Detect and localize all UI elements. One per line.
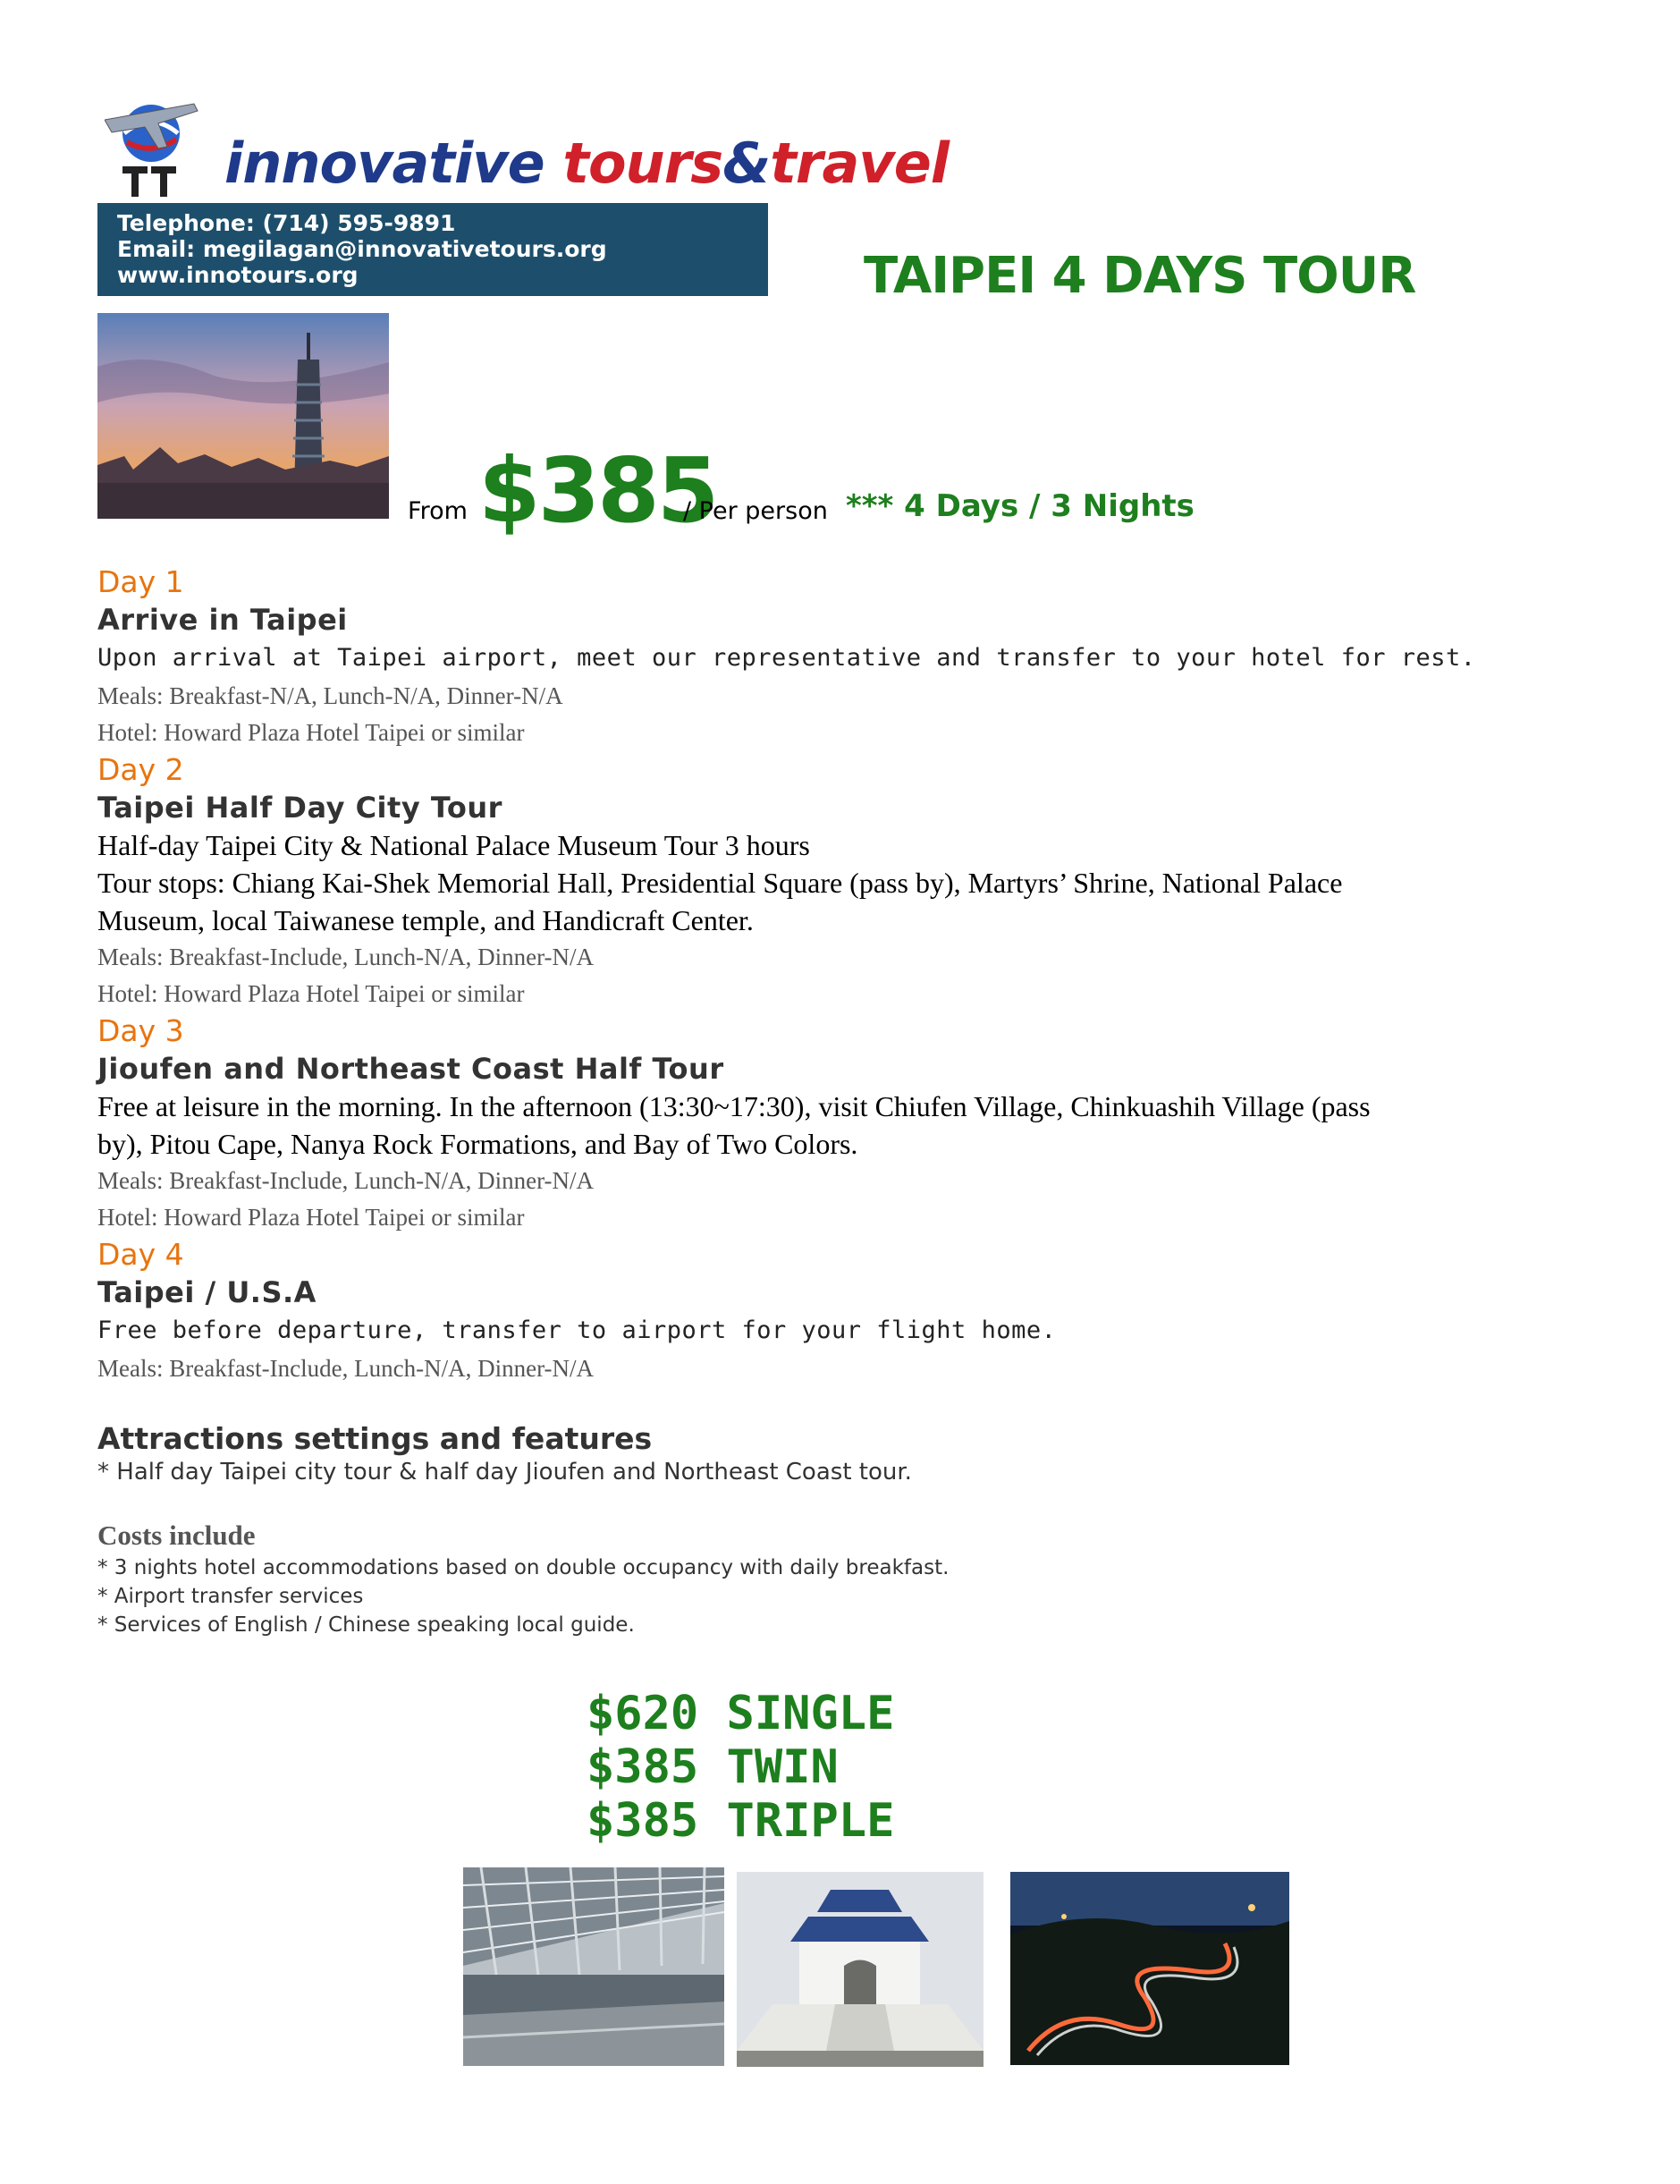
company-name-part2: tours bbox=[562, 131, 723, 196]
day-hotel: Hotel: Howard Plaza Hotel Taipei or similar bbox=[97, 719, 525, 746]
day-description: by), Pitou Cape, Nanya Rock Formations, and Bay of Two Colors. bbox=[97, 1128, 858, 1160]
day-description: Free before departure, transfer to airport for your flight home. bbox=[97, 1316, 1057, 1344]
day-3-section bbox=[97, 1012, 1582, 1236]
coastal-road-night-photo bbox=[1010, 1872, 1289, 2065]
day-hotel: Hotel: Howard Plaza Hotel Taipei or similar bbox=[97, 1204, 525, 1231]
price-from-label: From bbox=[408, 497, 468, 525]
company-name bbox=[224, 131, 949, 196]
day-meals: Meals: Breakfast-Include, Lunch-N/A, Dinner-N/A bbox=[97, 1167, 595, 1194]
contact-box bbox=[97, 203, 768, 296]
price-per-person: / Per person bbox=[683, 497, 828, 525]
costs-item: * 3 nights hotel accommodations based on double occupancy with daily breakfast. bbox=[97, 1556, 950, 1579]
contact-telephone: Telephone: (714) 595-9891 bbox=[117, 210, 456, 236]
rate-twin: $385 TWIN bbox=[587, 1740, 839, 1794]
day-description: Upon arrival at Taipei airport, meet our representative and transfer to your hotel for rest. bbox=[97, 644, 1476, 672]
day-meals: Meals: Breakfast-N/A, Lunch-N/A, Dinner-N/A bbox=[97, 682, 563, 709]
day-meals: Meals: Breakfast-Include, Lunch-N/A, Dinner-N/A bbox=[97, 944, 595, 970]
rate-triple: $385 TRIPLE bbox=[587, 1794, 895, 1848]
day-4-section bbox=[97, 1236, 1582, 1387]
day-label: Day 3 bbox=[97, 1013, 184, 1048]
taipei-101-photo bbox=[97, 313, 389, 519]
itinerary bbox=[97, 563, 1582, 1639]
rates-list bbox=[587, 1687, 894, 1848]
day-hotel: Hotel: Howard Plaza Hotel Taipei or similar bbox=[97, 980, 525, 1007]
price-amount: $385 bbox=[478, 438, 717, 543]
contact-website: www.innotours.org bbox=[117, 262, 359, 288]
costs-item: * Services of English / Chinese speaking local guide. bbox=[97, 1613, 635, 1637]
tour-title: TAIPEI 4 DAYS TOUR bbox=[864, 247, 1416, 305]
day-title: Jioufen and Northeast Coast Half Tour bbox=[97, 1052, 724, 1086]
day-title: Taipei Half Day City Tour bbox=[97, 791, 502, 825]
contact-email: Email: megilagan@innovativetours.org bbox=[117, 236, 607, 262]
company-name-part1: innovative bbox=[224, 131, 563, 196]
company-logo bbox=[105, 93, 950, 200]
day-description: Free at leisure in the morning. In the afternoon (13:30~17:30), visit Chiufen Village, Chinkuashih Village (pass bbox=[97, 1090, 1371, 1122]
day-title: Taipei / U.S.A bbox=[97, 1275, 317, 1309]
day-description: Museum, local Taiwanese temple, and Handicraft Center. bbox=[97, 904, 754, 936]
costs-title: Costs include bbox=[97, 1519, 256, 1551]
day-meals: Meals: Breakfast-Include, Lunch-N/A, Dinner-N/A bbox=[97, 1355, 595, 1382]
attractions-item: * Half day Taipei city tour & half day Jioufen and Northeast Coast tour. bbox=[97, 1459, 912, 1486]
day-label: Day 2 bbox=[97, 752, 184, 787]
day-label: Day 4 bbox=[97, 1237, 184, 1272]
company-name-part3: & bbox=[722, 131, 771, 196]
day-label: Day 1 bbox=[97, 564, 184, 599]
rate-single: $620 SINGLE bbox=[587, 1687, 895, 1740]
day-description: Half-day Taipei City & National Palace Museum Tour 3 hours bbox=[97, 829, 810, 861]
memorial-hall-photo bbox=[737, 1872, 984, 2067]
day-2-section bbox=[97, 751, 1582, 1012]
airport-terminal-photo bbox=[463, 1867, 724, 2066]
company-name-part4: travel bbox=[770, 131, 950, 196]
airplane-globe-logo-icon bbox=[105, 93, 203, 200]
attractions-title: Attractions settings and features bbox=[97, 1421, 653, 1456]
day-1-section bbox=[97, 563, 1582, 751]
day-title: Arrive in Taipei bbox=[97, 603, 348, 637]
tour-duration: *** 4 Days / 3 Nights bbox=[846, 488, 1195, 524]
costs-item: * Airport transfer services bbox=[97, 1585, 364, 1608]
day-description: Tour stops: Chiang Kai-Shek Memorial Hall, Presidential Square (pass by), Martyrs’ Shrine, National Palace bbox=[97, 867, 1343, 899]
